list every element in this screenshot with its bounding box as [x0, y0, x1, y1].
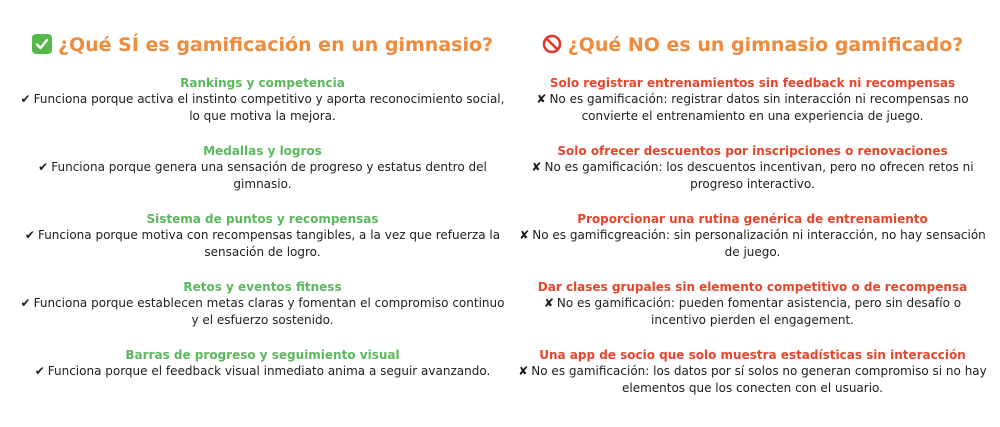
- no-item-title: Una app de socio que solo muestra estadísticas sin interacción: [539, 348, 966, 362]
- cross-icon: ✘: [518, 364, 529, 378]
- prohibited-icon: [542, 33, 562, 53]
- yes-item-text: Funciona porque el feedback visual inmediato anima a seguir avanzando.: [47, 364, 491, 378]
- no-item: [510, 280, 995, 348]
- yes-item-body: [10, 91, 515, 125]
- check-icon: ✔: [20, 92, 31, 106]
- no-item-text: No es gamificación: pueden fomentar asistencia, pero sin desafío o incentivo pierden el engagement.: [556, 296, 962, 327]
- yes-item-body: [10, 363, 515, 380]
- yes-item: [10, 76, 515, 144]
- yes-item-text: Funciona porque activa el instinto competitivo y aporta reconocimiento social, lo que motiva la mejora.: [33, 92, 505, 123]
- no-item-title: Solo registrar entrenamientos sin feedback ni recompensas: [549, 76, 956, 90]
- yes-item-title: Barras de progreso y seguimiento visual: [125, 348, 400, 362]
- no-column: [510, 30, 995, 416]
- yes-item: [10, 280, 515, 348]
- no-heading: [510, 30, 995, 60]
- no-item-body: [510, 227, 995, 261]
- no-item-text: No es gamificación: los datos por sí solos no generan compromiso si no hay elementos que los conecten con el usuario.: [531, 364, 987, 395]
- cross-icon: ✘: [531, 160, 542, 174]
- yes-item-body: [10, 227, 515, 261]
- no-item-text: No es gamificación: registrar datos sin interacción ni recompensas no convierte el entrenamiento en una experiencia de juego.: [549, 92, 969, 123]
- no-item-body: [510, 91, 995, 125]
- no-heading-text: ¿Qué NO es un gimnasio gamificado?: [567, 34, 964, 56]
- no-item-body: [510, 295, 995, 329]
- no-item-title: Proporcionar una rutina genérica de entrenamiento: [577, 212, 928, 226]
- no-item-text: No es gamificgreación: sin personalización ni interacción, no hay sensación de juego.: [532, 228, 986, 259]
- check-mark-button-icon: [32, 34, 52, 54]
- yes-item: [10, 144, 515, 212]
- check-icon: ✔: [34, 364, 45, 378]
- no-item-body: [510, 363, 995, 397]
- yes-item-title: Medallas y logros: [203, 144, 322, 158]
- yes-item-title: Retos y eventos fitness: [183, 280, 342, 294]
- yes-heading-text: ¿Qué SÍ es gamificación en un gimnasio?: [57, 34, 494, 56]
- cross-icon: ✘: [519, 228, 530, 242]
- yes-item-text: Funciona porque establecen metas claras y fomentan el compromiso continuo y el esfuerzo sostenido.: [33, 296, 505, 327]
- yes-item-text: Funciona porque genera una sensación de progreso y estatus dentro del gimnasio.: [51, 160, 487, 191]
- no-item: [510, 144, 995, 212]
- check-icon: ✔: [20, 296, 31, 310]
- no-item: [510, 348, 995, 416]
- yes-item-title: Sistema de puntos y recompensas: [146, 212, 379, 226]
- yes-item: [10, 212, 515, 280]
- no-item-title: Dar clases grupales sin elemento competitivo o de recompensa: [537, 280, 968, 294]
- check-icon: ✔: [24, 228, 35, 242]
- no-item-title: Solo ofrecer descuentos por inscripciones o renovaciones: [557, 144, 948, 158]
- no-item: [510, 212, 995, 280]
- yes-column: [10, 30, 515, 416]
- yes-item-body: [10, 295, 515, 329]
- no-item: [510, 76, 995, 144]
- no-item-text: No es gamificación: los descuentos incentivan, pero no ofrecen retos ni progreso interactivo.: [544, 160, 974, 191]
- check-icon: ✔: [38, 160, 49, 174]
- yes-item-text: Funciona porque motiva con recompensas tangibles, a la vez que refuerza la sensación de logro.: [37, 228, 501, 259]
- yes-heading: [10, 30, 515, 60]
- cross-icon: ✘: [543, 296, 554, 310]
- no-item-body: [510, 159, 995, 193]
- yes-item-body: [10, 159, 515, 193]
- yes-item: [10, 348, 515, 416]
- yes-item-title: Rankings y competencia: [180, 76, 345, 90]
- cross-icon: ✘: [536, 92, 547, 106]
